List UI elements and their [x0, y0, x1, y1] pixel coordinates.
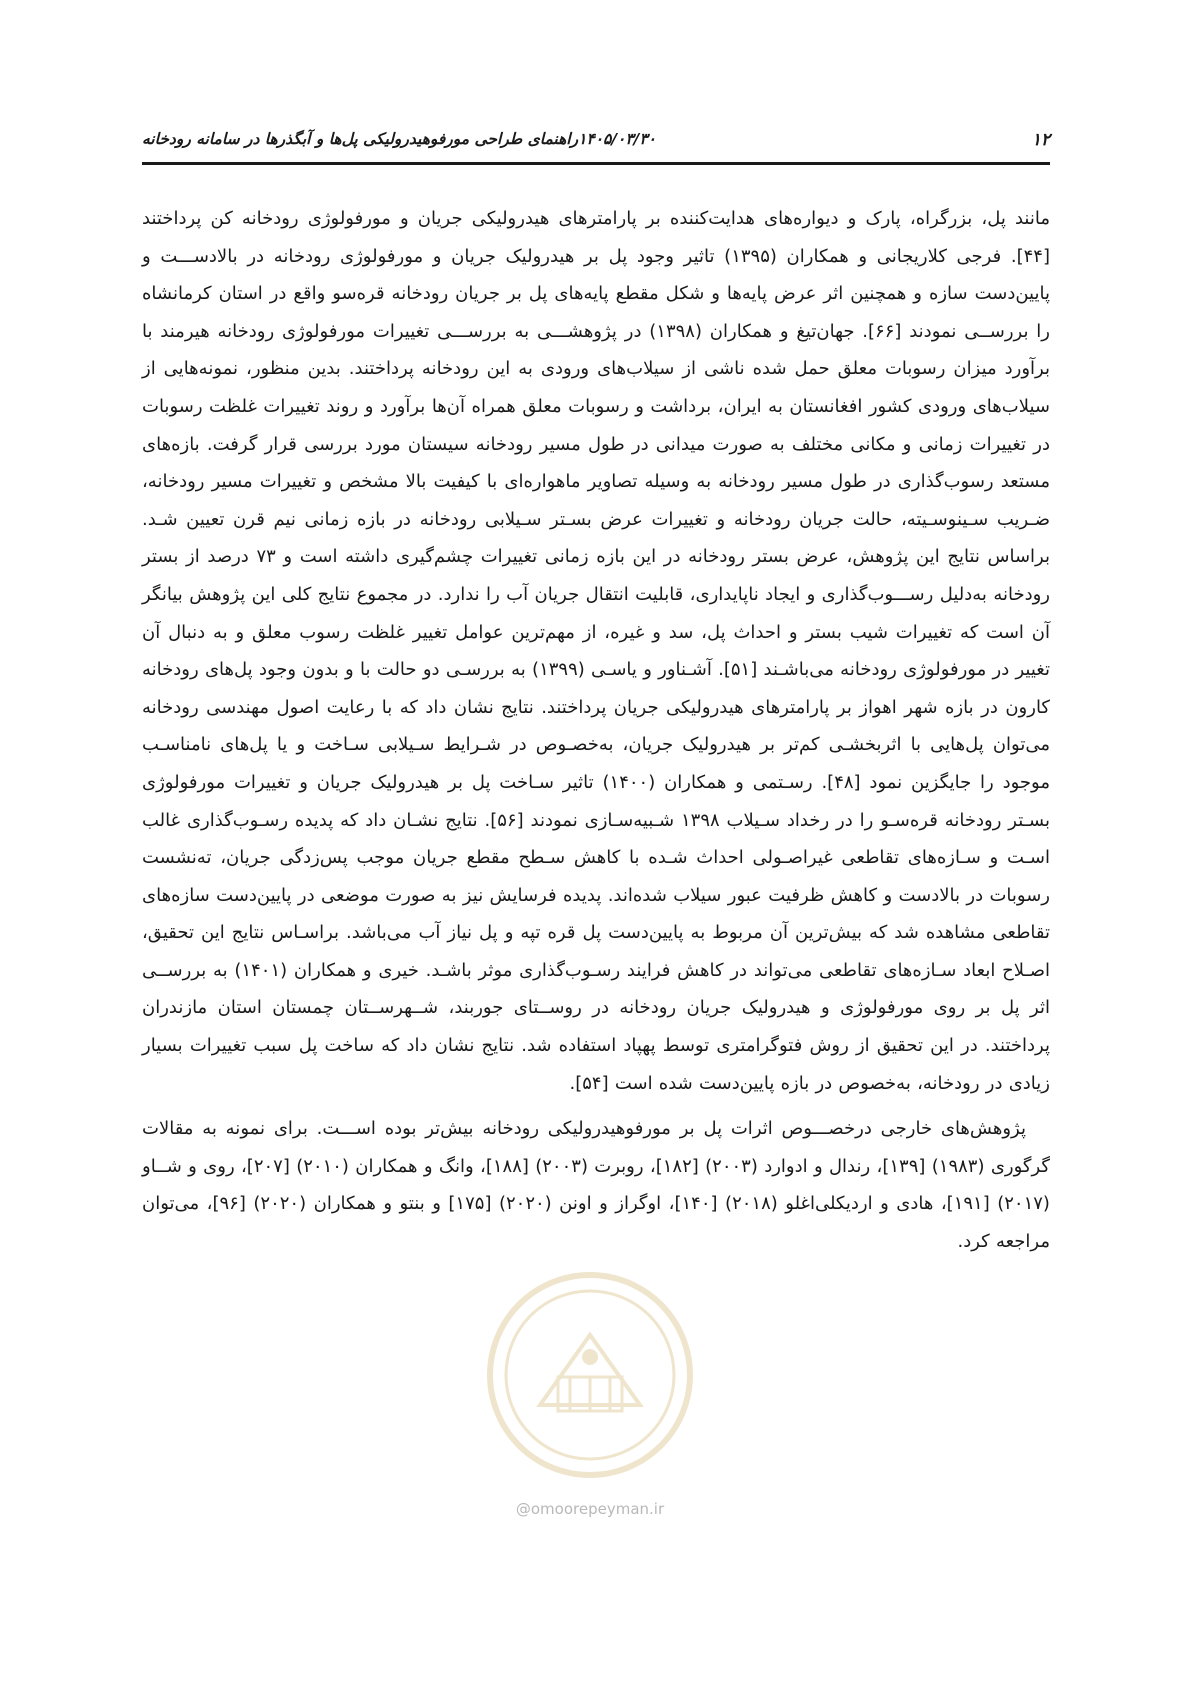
- watermark-url: @omoorepeyman.ir: [515, 1500, 665, 1518]
- page-header: [142, 124, 1050, 160]
- watermark-seal-icon: [470, 1265, 710, 1505]
- running-title: [142, 130, 678, 148]
- header-rule: [142, 162, 1050, 165]
- paragraph-1: مانند پل، بزرگراه، پارک و دیواره‌های هدایت‌کننده بر پارامترهای هیدرولیکی جریان و مورفولوژی رودخانه کن پرداختند [۴۴]. فرجی کلاریجانی و همکاران (۱۳۹۵) تاثیر وجود پل بر هیدرولیک جریان و مورفولوژی رودخانه در بالادســـت و پایین‌دست سازه و همچنین اثر عرض پایه‌ها و شکل مقطع پایه‌های پل بر جریان رودخانه قره‌سو واقع در استان کرمانشاه را بررســی نمودند [۶۶]. جهان‌تیغ و همکاران (۱۳۹۸) در پژوهشـــی به بررســـی تغییرات مورفولوژی رودخانه هیرمند با برآورد میزان رسوبات معلق حمل شده ناشی از سیلاب‌های ورودی به این رودخانه پرداختند. بدین منظور، نمونه‌هایی از سیلاب‌های ورودی کشور افغانستان به ایران، برداشت و رسوبات معلق همراه آن‌ها برآورد و روند تغییرات غلظت رسوبات در تغییرات زمانی و مکانی مختلف به صورت میدانی در طول مسیر رودخانه سیستان مورد بررسی قرار گرفت. بازه‌های مستعد رسوب‌گذاری در طول مسیر رودخانه به وسیله تصاویر ماهواره‌ای با کیفیت بالا مشخص و تغییرات مسیر رودخانه، ضـریب سـینوسـیته، حالت جریان رودخانه و تغییرات عرض بسـتر سـیلابی رودخانه در بازه زمانی نیم قرن تعیین شـد. براساس نتایج این پژوهش، عرض بستر رودخانه در این بازه زمانی تغییرات چشم‌گیری داشته است و ۷۳ درصد از بستر رودخانه به‌دلیل رســـوب‌گذاری و ایجاد ناپایداری، قابلیت انتقال جریان آب را ندارد. در مجموع نتایج کلی این پژوهش بیانگر آن است که تغییرات شیب بستر و احداث پل، سد و غیره، از مهم‌ترین عوامل تغییر غلظت رسوب معلق و به دنبال آن تغییر در مورفولوژی رودخانه می‌باشـند [۵۱]. آشـناور و یاسـی (۱۳۹۹) به بررسـی دو حالت با و بدون وجود پل‌های رودخانه کارون در بازه شهر اهواز بر پارامترهای هیدرولیکی جریان پرداختند. نتایج نشان داد که با رعایت اصول مهندسی رودخانه می‌توان پل‌هایی با اثربخشـی کم‌تر بر هیدرولیک جریان، به‌خصـوص در شـرایط سـیلابی سـاخت و یا پل‌های نامناسـب موجود را جایگزین نمود [۴۸]. رسـتمی و همکاران (۱۴۰۰) تاثیر سـاخت پل بر هیدرولیک جریان و تغییرات مورفولوژی بسـتر رودخانه قره‌سـو را در رخداد سـیلاب ۱۳۹۸ شـبیه‌سـازی نمودند [۵۶]. نتایج نشـان داد که پدیده رسـوب‌گذاری غالب اسـت و سـازه‌های تقاطعی غیراصـولی احداث شـده با کاهش سـطح مقطع جریان موجب پس‌زدگی جریان، ته‌نشست رسوبات در بالادست و کاهش ظرفیت عبور سیلاب شده‌اند. پدیده فرسایش نیز به صورت موضعی در پایین‌دست سازه‌های تقاطعی مشاهده شد که بیش‌ترین آن مربوط به پایین‌دست پل قره تپه و پل نیاز آب می‌باشد. براسـاس نتایج این تحقیق، اصـلاح ابعاد سـازه‌های تقاطعی می‌تواند در کاهش فرایند رسـوب‌گذاری موثر باشـد. خیری و همکاران (۱۴۰۱) به بررســی اثر پل بر روی مورفولوژی و هیدرولیک جریان رودخانه در روســتای جوربند، شــهرســتان چمستان استان مازندران پرداختند. در این تحقیق از روش فتوگرامتری توسط پهپاد استفاده شد. نتایج نشان داد که ساخت پل سبب تغییرات بسیار زیادی در رودخانه، به‌خصوص در بازه پایین‌دست شده است [۵۴].: [142, 208, 1050, 1094]
- page-number: ۱۲: [1031, 130, 1050, 150]
- header-title: راهنمای طراحی مورفوهیدرولیکی پل‌ها و آبگذرها در سامانه رودخانه: [142, 130, 579, 148]
- paragraph-2: پژوهش‌های خارجی درخصـــوص اثرات پل بر مورفوهیدرولیکی رودخانه بیش‌تر بوده اســـت. برای نمونه به مقالات گرگوری (۱۹۸۳) [۱۳۹]، رندال و ادوارد (۲۰۰۳) [۱۸۲]، روبرت (۲۰۰۳) [۱۸۸]، وانگ و همکاران (۲۰۱۰) [۲۰۷]، روی و شــاو (۲۰۱۷) [۱۹۱]، هادی و اردیکلی‌اغلو (۲۰۱۸) [۱۴۰]، اوگراز و اونن (۲۰۲۰) [۱۷۵] و بنتو و همکاران (۲۰۲۰) [۹۶]، می‌توان مراجعه کرد.: [142, 1118, 1050, 1253]
- header-date: ۱۴۰۵/۰۳/۳۰: [578, 130, 656, 148]
- body-text: [142, 200, 1050, 1261]
